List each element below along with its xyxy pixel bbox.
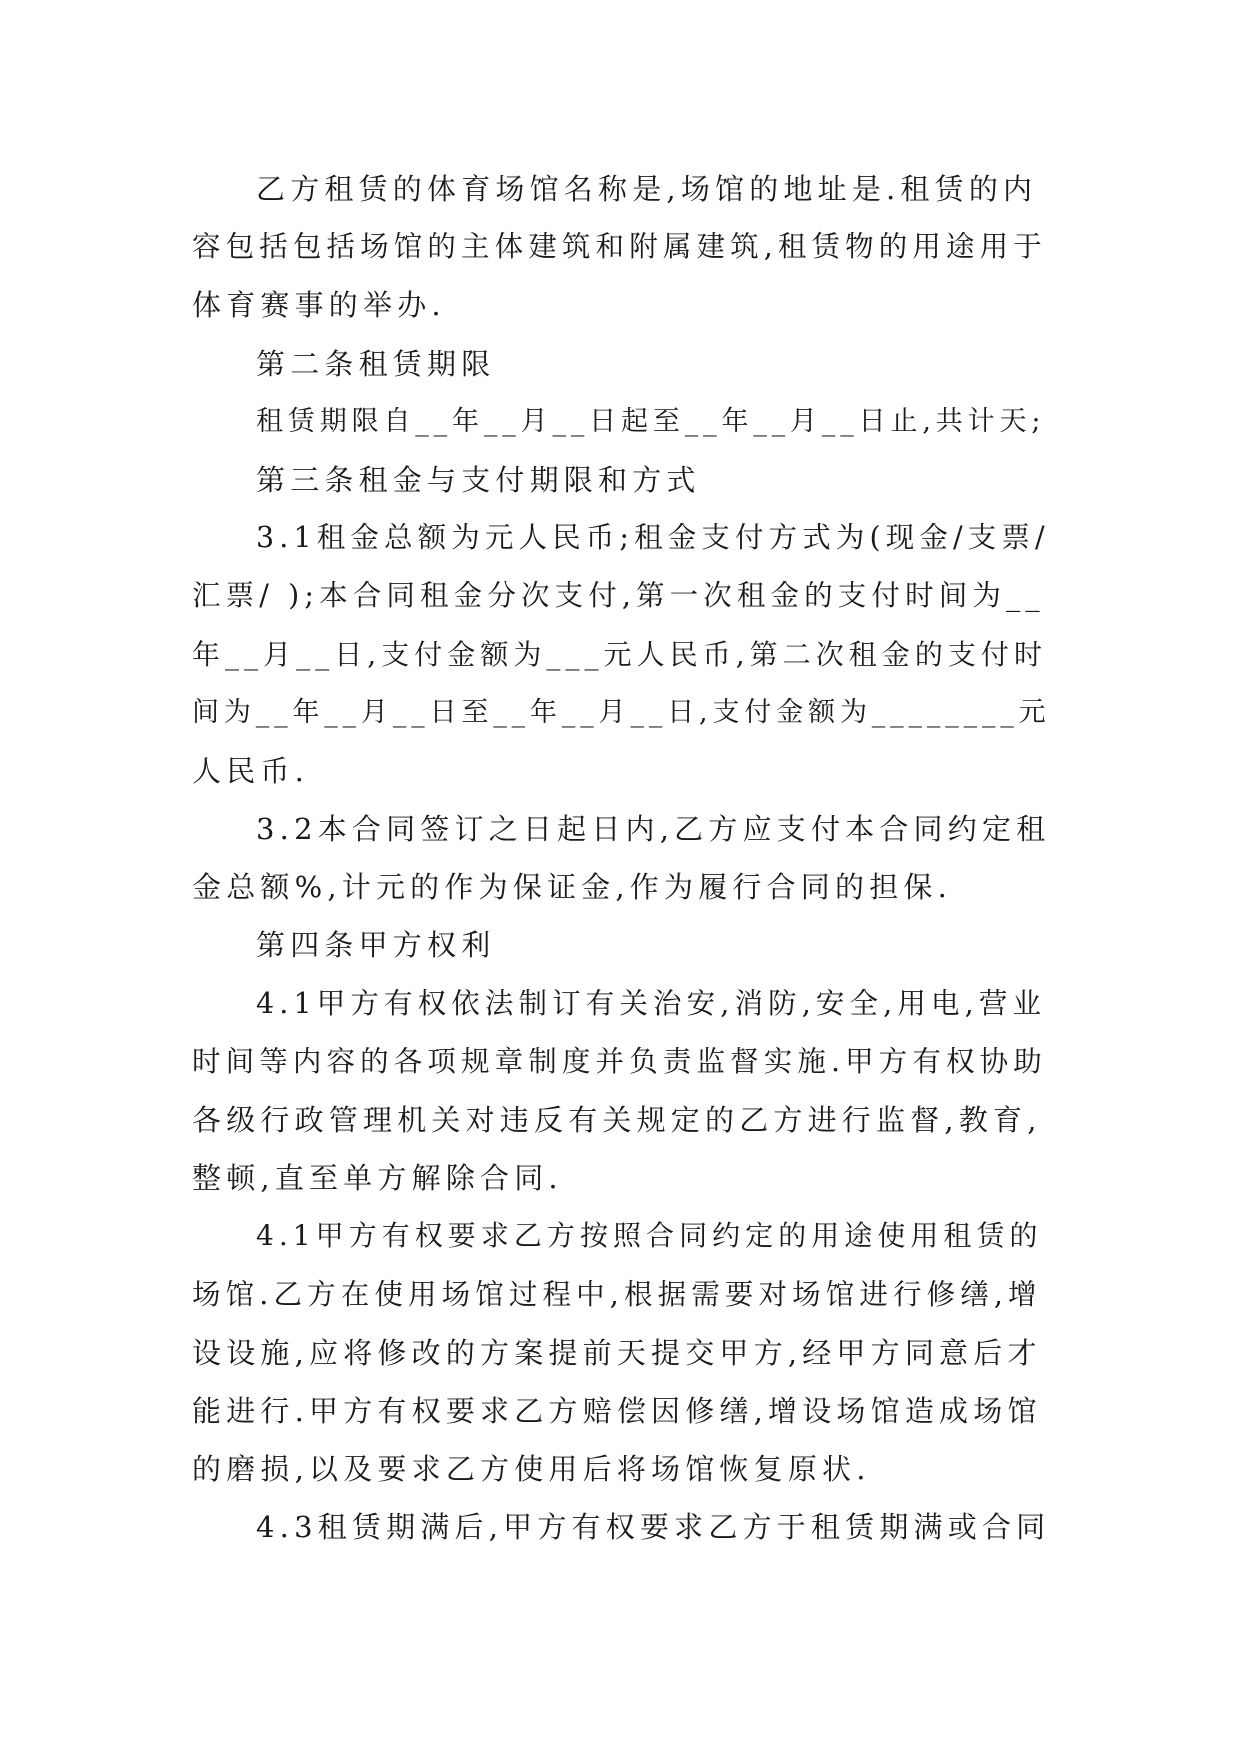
text-line: 间为__年__月__日至__年__月__日,支付金额为________元 — [192, 696, 1051, 728]
text-line: 人民币. — [192, 753, 310, 788]
text-line: 的磨损,以及要求乙方使用后将场馆恢复原状. — [192, 1452, 871, 1487]
text-line: 3.1租金总额为元人民币;租金支付方式为(现金/支票/ — [256, 521, 1050, 555]
text-line: 设设施,应将修改的方案提前天提交甲方,经甲方同意后才 — [192, 1335, 1042, 1370]
text-line: 乙方租赁的体育场馆名称是,场馆的地址是.租赁的内 — [256, 172, 1038, 206]
text-line: 场馆.乙方在使用场馆过程中,根据需要对场馆进行修缮,增 — [192, 1277, 1042, 1311]
text-line: 4.1甲方有权要求乙方按照合同约定的用途使用租赁的 — [256, 1219, 1043, 1253]
section-heading: 第三条租金与支付期限和方式 — [256, 462, 701, 497]
text-line: 4.1甲方有权依法制订有关治安,消防,安全,用电,营业 — [256, 986, 1047, 1020]
section-heading: 第二条租赁期限 — [256, 346, 496, 381]
text-line: 时间等内容的各项规章制度并负责监督实施.甲方有权协助 — [192, 1044, 1047, 1078]
text-line: 4.3租赁期满后,甲方有权要求乙方于租赁期满或合同 — [256, 1510, 1051, 1545]
text-line: 容包括包括场馆的主体建筑和附属建筑,租赁物的用途用于 — [192, 230, 1047, 264]
text-line: 金总额%,计元的作为保证金,作为履行合同的担保. — [192, 870, 953, 905]
document-body — [192, 160, 1052, 1557]
text-line: 年__月__日,支付金额为___元人民币,第二次租金的支付时 — [192, 637, 1048, 671]
text-line: 体育赛事的举办. — [192, 288, 446, 323]
text-line: 各级行政管理机关对违反有关规定的乙方进行监督,教育, — [192, 1103, 1042, 1137]
section-heading: 第四条甲方权利 — [256, 928, 496, 963]
text-line: 能进行.甲方有权要求乙方赔偿因修缮,增设场馆造成场馆 — [192, 1393, 1042, 1428]
text-line: 租赁期限自__年__月__日起至__年__月__日止,共计天; — [256, 405, 1046, 437]
text-line: 整顿,直至单方解除合同. — [192, 1161, 563, 1196]
text-line: 汇票/ );本合同租金分次支付,第一次租金的支付时间为__ — [192, 579, 1045, 613]
text-line: 3.2本合同签订之日起日内,乙方应支付本合同约定租 — [256, 812, 1051, 847]
